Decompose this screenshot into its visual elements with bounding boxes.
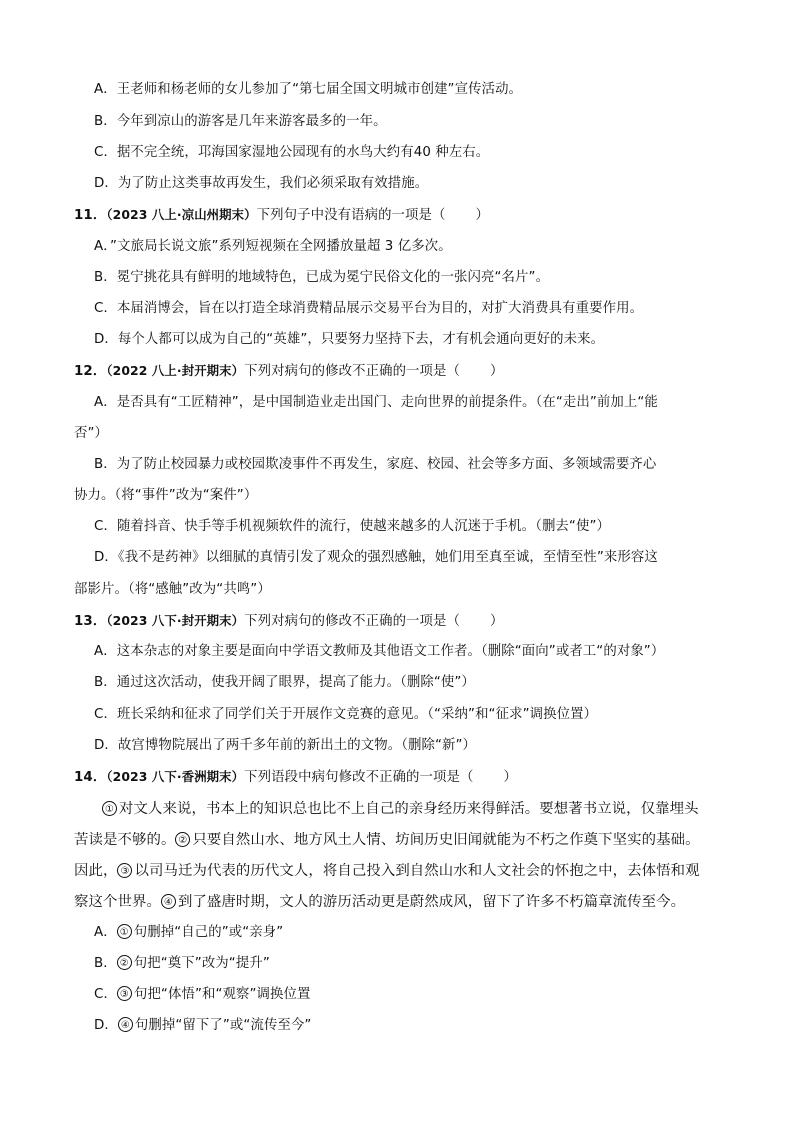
q12-option-c: C．随着抖音、快手等手机视频软件的流行，使越来越多的人沉迷于手机。（删去“使”） (94, 519, 610, 534)
q11-option-b: B．冕宁挑花具有鲜明的地域特色，已成为冕宁民俗文化的一张闪亮“名片”。 (94, 270, 550, 285)
option-letter: C． (94, 987, 117, 1002)
passage-text: 因此， (74, 863, 118, 879)
circled-number-4: ④ (118, 1017, 133, 1032)
circled-number-2: ② (175, 832, 190, 847)
question-number: 13． (74, 614, 107, 629)
option-text: 句删掉“自己的”或“亲身” (133, 925, 284, 940)
option-text: 句删掉“留下了”或“流传至今” (134, 1018, 312, 1033)
bracket-close: ） (490, 364, 504, 379)
option-letter: D． (94, 1018, 118, 1033)
q14-option-b (94, 954, 270, 974)
question-text: 下列对病句的修改不正确的一项是（ (244, 614, 461, 629)
q11-stem (74, 205, 489, 226)
question-number: 11． (74, 208, 107, 223)
option-letter: A． (94, 925, 117, 940)
passage-text: 察这个世界。 (74, 894, 161, 910)
q13-option-b: B．通过这次活动，使我开阔了眼界，提高了能力。（删除“使”） (94, 675, 475, 690)
q12-stem (74, 361, 504, 382)
bracket-close: ） (475, 208, 490, 223)
q12-option-b-cont: 协力。（将“事件”改为“案件”） (74, 488, 258, 503)
passage-text: 只要自然山水、地方风土人情、坊间历史旧闻就能为不朽之作奠下坚实的基础。 (192, 832, 700, 848)
q12-option-d-cont: 部影片。（将“感触”改为“共鸣”） (74, 582, 271, 597)
q12-option-a-cont: 否”） (74, 426, 109, 441)
circled-number-3: ③ (117, 986, 132, 1001)
q14-option-d (94, 1016, 311, 1036)
q11-option-c: C．本届消博会，旨在以打造全球消费精品展示交易平台为目的，对扩大消费具有重要作用。 (94, 301, 644, 316)
q14-option-a (94, 923, 283, 943)
q14-stem (74, 767, 517, 788)
q10-option-a: A．王老师和杨老师的女儿参加了“第七届全国文明城市创建”宣传活动。 (94, 82, 523, 97)
circled-number-1: ① (117, 924, 132, 939)
question-source: （2023 八下·封开期末） (106, 613, 245, 628)
q10-option-c: C．据不完全统，邛海国家湿地公园现有的水鸟大约有40 种左右。 (94, 145, 490, 160)
q12-option-d: D．《我不是药神》以细腻的真情引发了观众的强烈感触，她们用至真至诚，至情至性”来形容这 (94, 550, 658, 565)
circled-number-2: ② (117, 955, 132, 970)
q13-option-c: C．班长采纳和征求了同学们关于开展作文竞赛的意见。（“采纳”和“征求”调换位置） (94, 707, 598, 722)
passage-line-4 (74, 892, 685, 912)
question-source: （2022 八上·封开期末） (106, 363, 245, 378)
question-source: （2023 八上·凉山州期末） (106, 207, 257, 222)
passage-line-3 (74, 861, 700, 881)
passage-text: 对文人来说，书本上的知识总也比不上自己的亲身经历来得鲜活。要想著书立说，仅靠埋头 (119, 801, 699, 817)
q13-option-d: D．故宫博物院展出了两千多年前的新出土的文物。（删除“新”） (94, 738, 477, 753)
q13-stem (74, 611, 504, 632)
passage-text: 到了盛唐时期，文人的游历活动更是蔚然成风，留下了许多不朽篇章流传至今。 (177, 894, 686, 910)
question-text: 下列句子中没有语病的一项是（ (256, 208, 446, 223)
q10-option-b: B．今年到凉山的游客是几年来游客最多的一年。 (94, 114, 387, 129)
circled-number-1: ① (102, 801, 117, 816)
q11-option-a: A．”文旅局长说文旅”系列短视频在全网播放量超 3 亿多次。 (94, 239, 452, 254)
option-text: 句把“体悟”和“观察”调换位置 (133, 987, 311, 1002)
q10-option-d: D．为了防止这类事故再发生，我们必须采取有效措施。 (94, 176, 429, 191)
circled-number-4: ④ (161, 894, 176, 909)
option-letter: B． (94, 956, 117, 971)
question-number: 12． (74, 364, 107, 379)
q13-option-a: A．这本杂志的对象主要是面向中学语文教师及其他语文工作者。（删除“面向”或者工“的对象”） (94, 644, 665, 659)
question-text: 下列语段中病句修改不正确的一项是（ (244, 770, 474, 785)
question-number: 14． (74, 770, 107, 785)
q11-option-d: D．每个人都可以成为自己的“英雄”，只要努力坚持下去，才有机会通向更好的未来。 (94, 332, 605, 347)
passage-text: 以司马迁为代表的历代文人，将自己投入到自然山水和人文社会的怀抱之中，去体悟和观 (134, 863, 700, 879)
passage-line-1 (102, 799, 699, 819)
bracket-close: ） (503, 770, 518, 785)
option-text: 句把“奠下”改为“提升” (133, 956, 270, 971)
circled-number-3: ③ (117, 863, 132, 878)
q12-option-b: B．为了防止校园暴力或校园欺凌事件不再发生，家庭、校园、社会等多方面、多领域需要齐心 (94, 457, 657, 472)
bracket-close: ） (490, 614, 504, 629)
passage-line-2 (74, 830, 700, 850)
passage-text: 苦读是不够的。 (74, 832, 176, 848)
question-source: （2023 八下·香洲期末） (106, 769, 245, 784)
q12-option-a: A．是否具有“工匠精神”，是中国制造业走出国门、走向世界的前提条件。（在“走出”前加上“能 (94, 395, 658, 410)
q14-option-c (94, 985, 311, 1005)
question-text: 下列对病句的修改不正确的一项是（ (244, 364, 461, 379)
